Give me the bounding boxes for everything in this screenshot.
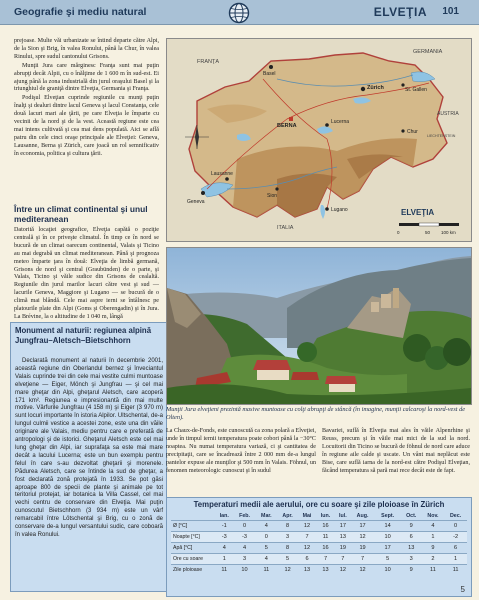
table-row <box>171 565 467 576</box>
table-cell: 6 <box>401 532 422 543</box>
table-cell: 7 <box>298 532 316 543</box>
table-row <box>171 554 467 565</box>
table-cell: 19 <box>351 543 375 554</box>
column-header: Dec. <box>449 513 462 519</box>
label-basel: Basel <box>263 71 276 77</box>
table-cell: 3 <box>277 532 298 543</box>
table-cell: 4 <box>422 521 445 532</box>
climate-table <box>171 512 467 575</box>
column-header <box>171 512 215 521</box>
table-cell: -3 <box>215 532 234 543</box>
table-cell: -1 <box>215 521 234 532</box>
label-france: FRANŢA <box>197 59 219 65</box>
column-header: Aug. <box>356 513 369 519</box>
table-cell: 0 <box>256 532 278 543</box>
svg-text:100 km: 100 km <box>441 230 456 235</box>
table-cell: 9 <box>401 521 422 532</box>
column-header: Feb. <box>239 513 250 519</box>
label-switzerland: ELVEŢIA <box>401 208 435 217</box>
table-cell: 6 <box>444 543 467 554</box>
table-cell: 4 <box>215 543 234 554</box>
table-cell: 1 <box>422 532 445 543</box>
table-cell: 8 <box>277 543 298 554</box>
table-cell: 12 <box>298 543 316 554</box>
table-cell: 13 <box>335 532 351 543</box>
table-cell: 11 <box>215 565 234 576</box>
table-cell: 13 <box>298 565 316 576</box>
column-header: Oct. <box>406 513 417 519</box>
row-label: Zile ploioase <box>171 565 215 576</box>
intro-text <box>14 38 159 160</box>
climate-table-title: Temperaturi medii ale aerului, ore cu soare şi zile ploioase în Zürich <box>193 500 445 509</box>
table-cell: 17 <box>375 543 401 554</box>
table-cell: 4 <box>256 554 278 565</box>
paragraph: Declarată monument al naturii în decembrie 2001, această regiune din Oberlandul bernez şi înveciantul Valais cuprinde trei din cele mai vestite culmi muntoase elveţiene — Eiger, Mönch şi Jungfrau — şi cel mai mare gheţar din Alpi, gheţarul Aletsch, care acoperă 171 km². Regiunea e impresionantă din mai multe motive. Vârfurile Jungfrau (4 158 m) şi Eiger (3 970 m) sunt locuri importante în istoria Alpilor. Ultschental, de-a lungul culmii vestice a acestei zone, este una din văile originare ale Valais, mediu pentru care e preferată de antropologi şi de istorici. Gheţarul Aletsch este cel mai lung gheţar din Alpi, iar suprafaţa sa este mai mare decât a lacului Lucerna; este un bun exemplu pentru felul în care s-au dezvoltat gheţarii şi morenele. Pădurea Aletsch, care se întinde la sud de gheţar, a fost declarată zonă protejată în 1933. Se pot găsi aproape 800 de specii de plante şi animale pe tot teritoriul protejat, iar botanica la Villa Cassel, cel mai vechi centru de conservare din Elveţia. Mai puţin cunoscutul Bietschhorn (3 934 m) este un vârf remarcabil între Lötschental şi Brig, cu o zonă de conservare de-a lungul versantului sudic, care coboară în valea Ronului. <box>15 358 163 538</box>
table-cell: 13 <box>316 565 335 576</box>
table-cell: 1 <box>444 554 467 565</box>
table-cell: 10 <box>234 565 256 576</box>
table-cell: 16 <box>316 543 335 554</box>
table-cell: 12 <box>335 565 351 576</box>
paragraph: prejoase. Multe văi urbanizate se întind departe către Alpi, de la Sion şi Brig, în valea Ronului, până la Chur, în valea Rinului, spre sudul cantonului Grisons. <box>14 38 159 60</box>
table-cell: 5 <box>256 543 278 554</box>
table-cell: 3 <box>234 554 256 565</box>
column-header: Iul. <box>339 513 347 519</box>
table-cell: 8 <box>277 521 298 532</box>
photo-caption: Munţii Jura elveţieni prezintă masive muntoase cu colţi abrupţi de stâncă (în imagine, munţii calcaroşi la nord-vest de Olten). <box>166 406 466 421</box>
footer-page-number: 5 <box>460 585 465 594</box>
label-lucerne: Lucerna <box>331 119 350 125</box>
table-cell: 16 <box>316 521 335 532</box>
table-cell: 5 <box>375 554 401 565</box>
column-header: Nov. <box>427 513 439 519</box>
table-cell: 12 <box>298 521 316 532</box>
table-cell: 1 <box>215 554 234 565</box>
paragraph: Munţii Jura care mărginesc Franţa sunt mai puţin abrupţi decât Alpii, cu o înălţime de 1 600 m în sud-est. Ei ajung până la zona industrială din jurul oraşului Basel şi la triunghiul de graniţă dintre Elveţia, Germania şi Franţa. <box>14 62 159 93</box>
table-row <box>171 521 467 532</box>
row-label: Ø [°C] <box>171 521 215 532</box>
table-cell: 4 <box>234 543 256 554</box>
table-header-row <box>171 512 467 521</box>
table-cell: 10 <box>375 532 401 543</box>
page-header <box>0 0 479 25</box>
row-label: Ore cu soare <box>171 554 215 565</box>
table-cell: 12 <box>351 532 375 543</box>
lower-text-col-2: Bavariei, suflă în Elveţia mai ales în văile Alpenrhine şi Reuss, precum şi în văile mai mici de la sud la nord. Locuitorii din Ticino se bucură de föhnul de nord care aduce în regiune aile calde şi uscate. Un vânt mai neplăcut este Bise, care suflă iarna de la nord-est către Podişul Elveţian, făcând temperatura să pară mai rece decât este de fapt. <box>322 428 470 474</box>
table-cell: 11 <box>444 565 467 576</box>
page-number: 101 <box>442 6 459 17</box>
section-title: Geografie şi mediu natural <box>14 6 147 18</box>
table-cell: 11 <box>256 565 278 576</box>
table-cell: 0 <box>234 521 256 532</box>
label-austria: AUSTRIA <box>437 111 459 117</box>
table-cell: 12 <box>351 565 375 576</box>
svg-text:50: 50 <box>425 230 431 235</box>
table-cell: 7 <box>316 554 335 565</box>
info-box-body <box>15 358 163 540</box>
climate-heading: Între un climat continental şi unul mediteranean <box>14 204 148 224</box>
table-cell: 10 <box>375 565 401 576</box>
column-header: Ian. <box>219 513 229 519</box>
switzerland-map <box>166 38 472 242</box>
column-header: Apr. <box>282 513 293 519</box>
table-cell: 14 <box>375 521 401 532</box>
table-cell: -2 <box>444 532 467 543</box>
label-germany: GERMANIA <box>413 49 443 55</box>
table-cell: 19 <box>335 543 351 554</box>
label-bern: BERNA <box>277 123 297 129</box>
label-sion: Sion <box>267 193 278 199</box>
table-cell: 17 <box>351 521 375 532</box>
column-header: Iun. <box>320 513 331 519</box>
table-cell: 7 <box>351 554 375 565</box>
label-chur: Chur <box>407 129 418 135</box>
table-cell: 6 <box>298 554 316 565</box>
table-cell: 17 <box>335 521 351 532</box>
table-cell: 3 <box>401 554 422 565</box>
label-liechtenstein: LIECHTENSTEIN <box>427 134 456 138</box>
label-st-gallen: St. Gallen <box>405 87 427 93</box>
info-box <box>10 322 167 592</box>
label-italy: ITALIA <box>277 225 294 231</box>
climate-table-box <box>166 497 472 597</box>
info-box-title: Monument al naturii: regiunea alpină Jungfrau–Aletsch–Bietschhorn <box>15 326 152 345</box>
label-lugano: Lugano <box>331 207 348 213</box>
table-cell: 9 <box>422 543 445 554</box>
table-cell: 13 <box>401 543 422 554</box>
table-cell: 12 <box>277 565 298 576</box>
lower-text-col-1: La Chaux-de-Fonds, este cunoscută ca zona polară a Elveţiei, unde în timpul iernii temperatura poate cobori până la −30°C noaptea. Nu numai temperatura variază, ci şi cantitatea de precipitaţii, care se încadrează între 2 000 mm de-a lungul pantelor expuse ale munţilor şi 500 mm în Valais. Föhnul, un fenomen meteorologic cunoscut şi în sudul <box>166 428 316 474</box>
table-cell: 11 <box>316 532 335 543</box>
column-header: Sept. <box>381 513 395 519</box>
table-row <box>171 543 467 554</box>
globe-icon <box>228 2 250 24</box>
row-label: Apă [°C] <box>171 543 215 554</box>
table-cell: 9 <box>401 565 422 576</box>
table-row <box>171 532 467 543</box>
label-zurich: Zürich <box>367 85 384 91</box>
svg-text:0: 0 <box>397 230 400 235</box>
label-geneva: Geneva <box>187 199 205 205</box>
table-cell: 5 <box>277 554 298 565</box>
table-cell: -3 <box>234 532 256 543</box>
table-cell: 4 <box>256 521 278 532</box>
label-lausanne: Lausanne <box>211 171 233 177</box>
column-header: Mar. <box>261 513 272 519</box>
column-header: Mai <box>302 513 312 519</box>
table-cell: 7 <box>335 554 351 565</box>
table-cell: 2 <box>422 554 445 565</box>
table-cell: 11 <box>422 565 445 576</box>
country-title: ELVEŢIA <box>373 5 427 19</box>
climate-text <box>14 227 159 323</box>
table-cell: 0 <box>444 521 467 532</box>
paragraph: Datorită locaţiei geografice, Elveţia capătă o poziţie centrală şi în ce priveşte climatul. În timp ce în nord se bucură de un climat oarecum continental, Valais şi Ticino au mai degrabă un climat mediteranean. Până şi prognoza meteo împarte ţara în două: Elveţia de limbă germană, Grisons de nord şi central (Graubünden) de o parte, şi Valais, Ticino şi văile sudice din Grisons de cealaltă. Regiunile din jurul marilor lacuri către vest şi sud — lacurile Geneva, Maggiore şi Lugano — se bucură de o climă mai blândă. Cele mai aspre ierni se întâlnesc pe platourile plate din Alpi (Goms şi Oberengadin) şi în Jura. La Brévine, la o altitudine de 1 040 m, lângă <box>14 227 159 320</box>
row-label: Noapte [°C] <box>171 532 215 543</box>
paragraph: Podişul Elveţian cuprinde regiunile cu munţi puţin înalţi şi dealuri dintre lacul Geneva şi lacul Constanţa, cele două lacuri mari ale ţării, pe care Elveţia le împarte cu vecinii de la nord şi de la vest. Această regiune este cea mai intens cultivată şi cea mai dens populată. Aici se află patru din cele cinci oraşe principale ale Elveţiei: Geneva, Lausanne, Berna şi Zürich, care joacă un rol semnificativ în economia, politica şi cultura ţării. <box>14 95 159 157</box>
jura-mountains-photo <box>166 247 472 405</box>
